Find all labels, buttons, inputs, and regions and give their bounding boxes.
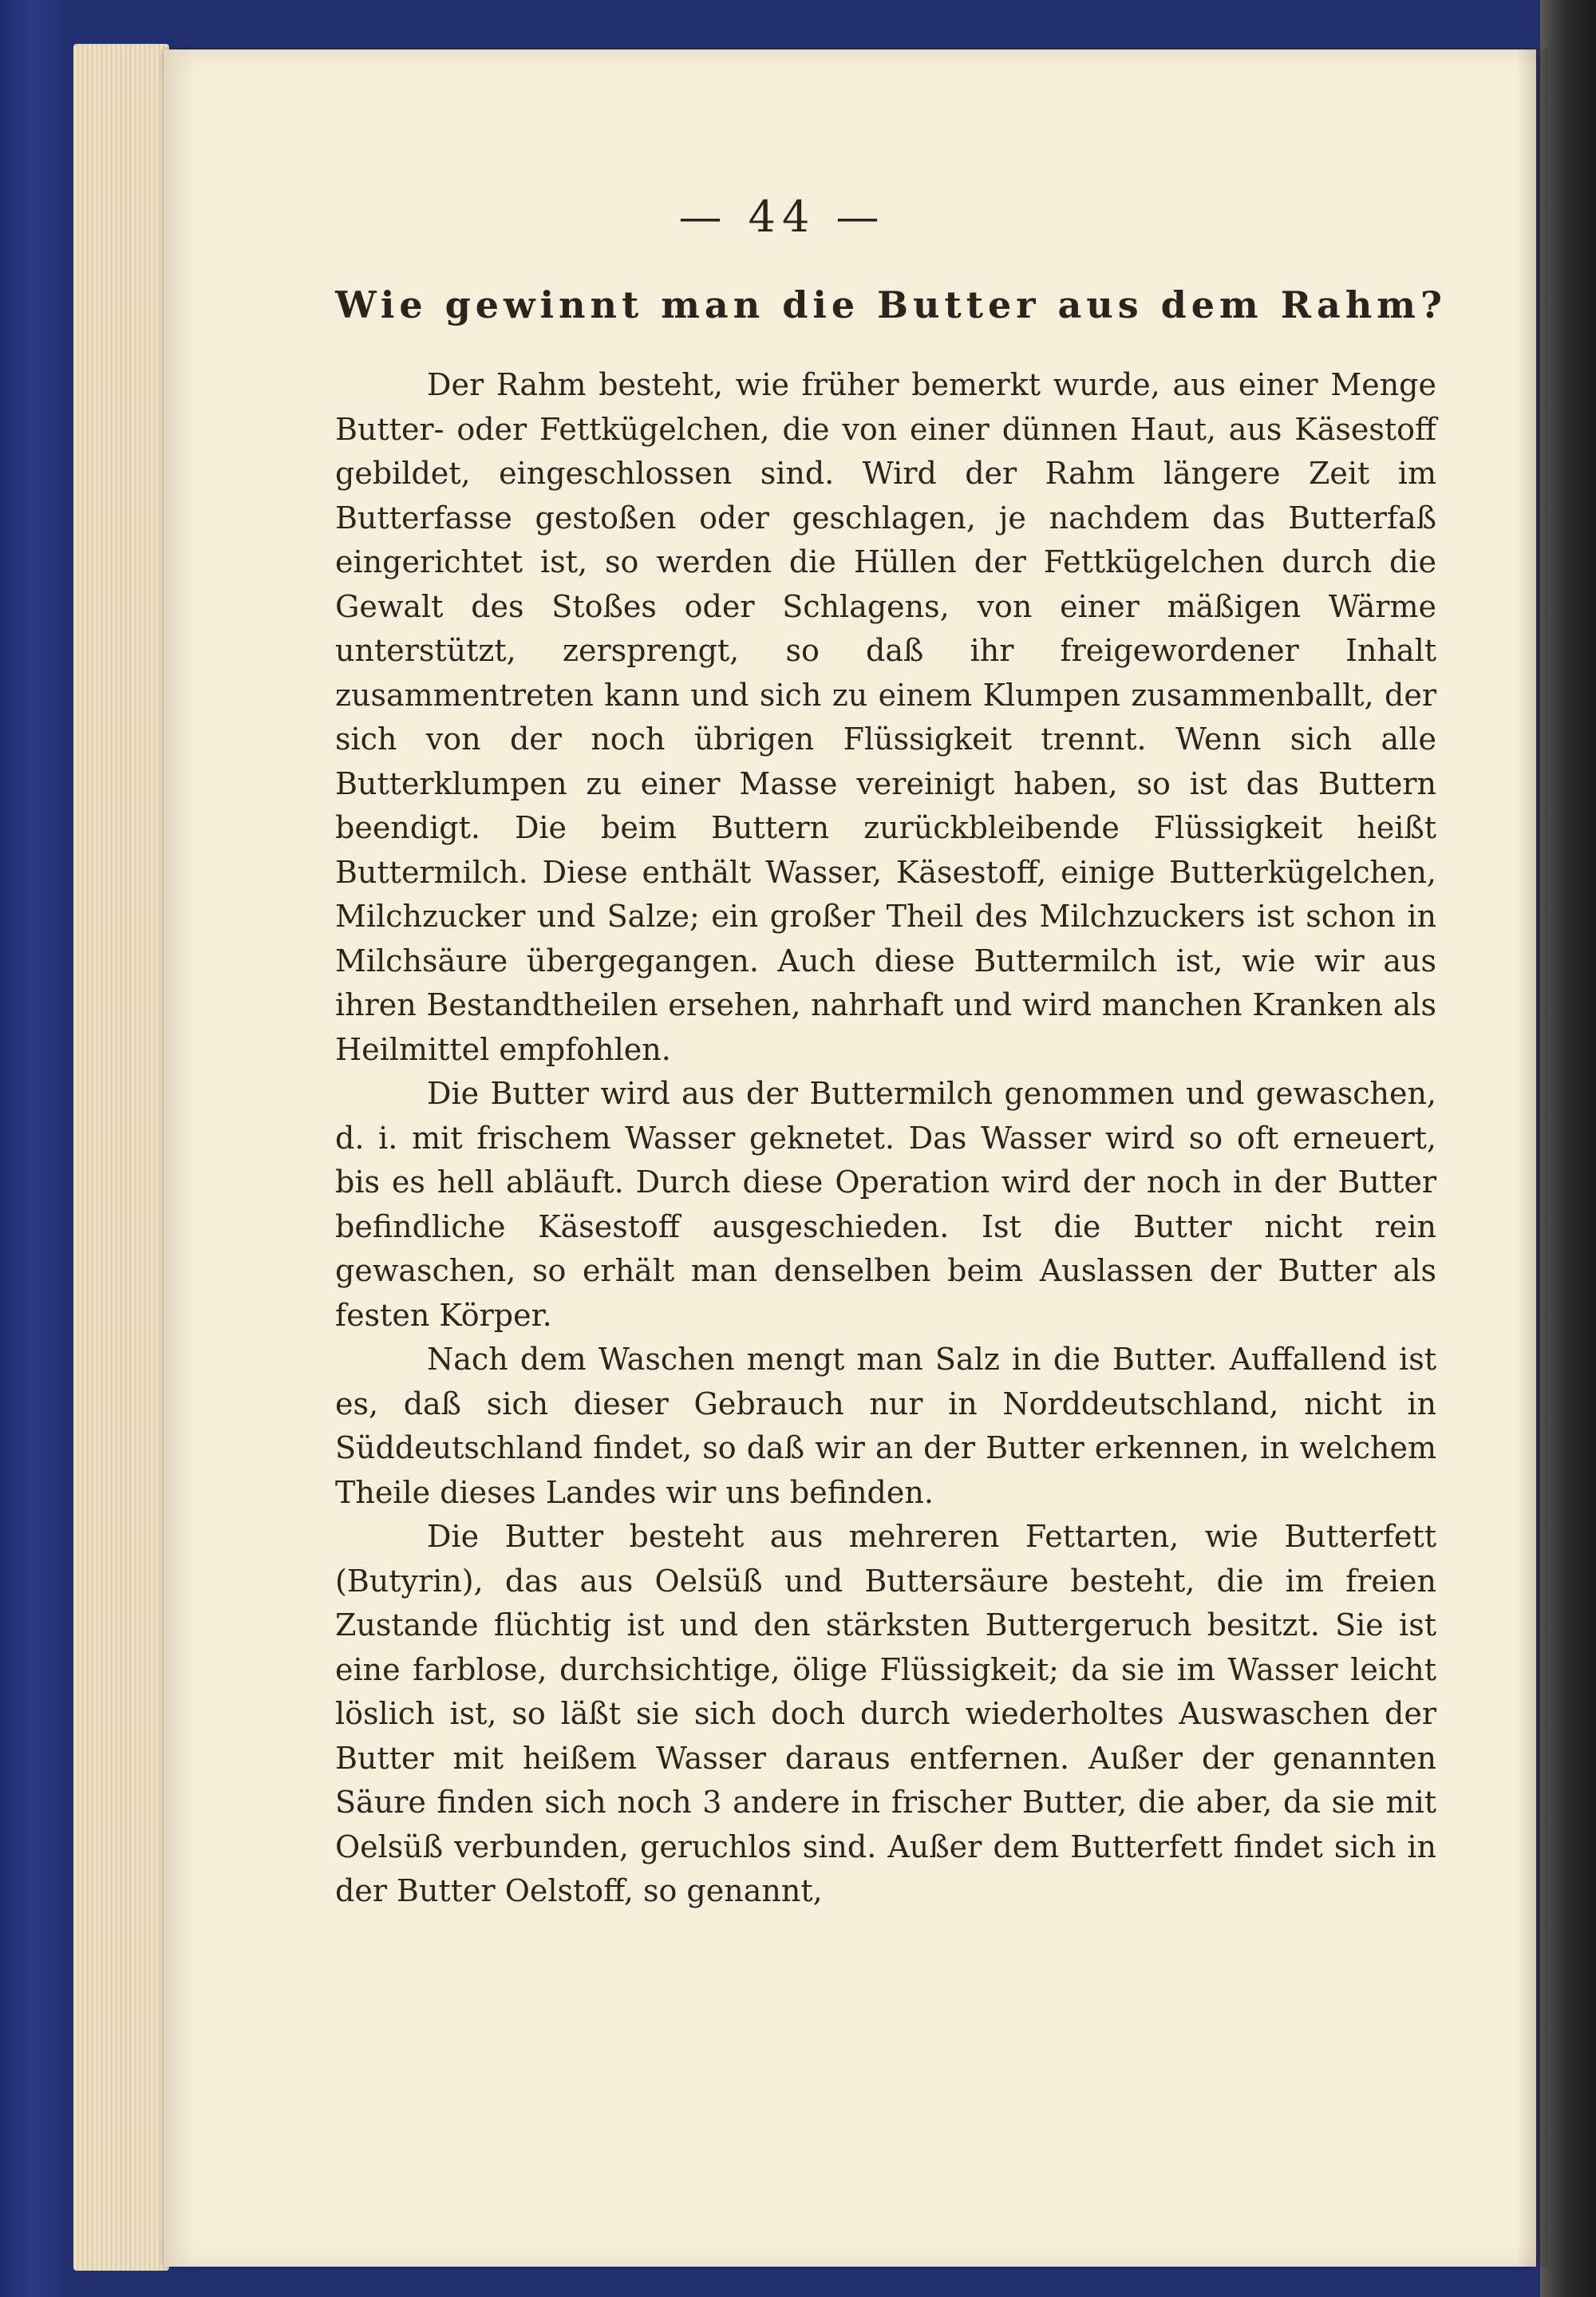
paragraph-3: Nach dem Waschen mengt man Salz in die Butter. Auffallend ist es, daß sich dieser Gebrauch nur in Norddeutschland, nicht in Süddeutschland findet, so daß wir an der Butter erkennen, in welchem Theile dieses Landes wir uns befinden.	[335, 1342, 1436, 1510]
page-number: — 44 —	[678, 192, 886, 242]
paragraph-2: Die Butter wird aus der Buttermilch genommen und gewaschen, d. i. mit frischem Wasser geknetet. Das Wasser wird so oft erneuert, bis es hell abläuft. Durch diese Operation wird der noch in der Butter befindliche Käsestoff ausgeschieden. Ist die Butter nicht rein gewaschen, so erhält man denselben beim Auslassen der Butter als festen Körper.	[335, 1076, 1436, 1333]
paragraph-1: Der Rahm besteht, wie früher bemerkt wurde, aus einer Menge Butter- oder Fettkügelchen, die von einer dünnen Haut, aus Käsestoff gebildet, eingeschlossen sind. Wird der Rahm längere Zeit im Butterfasse gestoßen oder geschlagen, je nachdem das Butterfaß eingerichtet ist, so werden die Hüllen der Fettkügelchen durch die Gewalt des Stoßes oder Schlagens, von einer mäßigen Wärme unterstützt, zersprengt, so daß ihr freigewordener Inhalt zusammentreten kann und sich zu einem Klumpen zusammenballt, der sich von der noch übrigen Flüssigkeit trennt. Wenn sich alle Butterklumpen zu einer Masse vereinigt haben, so ist das Buttern beendigt. Die beim Buttern zurückbleibende Flüssigkeit heißt Buttermilch. Diese enthält Wasser, Käsestoff, einige Butterkügelchen, Milchzucker und Salze; ein großer Theil des Milchzuckers ist schon in Milchsäure übergegangen. Auch diese Buttermilch ist, wie wir aus ihren Bestandtheilen ersehen, nahrhaft und wird manchen Kranken als Heilmittel empfohlen.	[335, 367, 1436, 1067]
book-right-edge	[1540, 0, 1596, 2297]
section-heading: Wie gewinnt man die Butter aus dem Rahm?	[335, 283, 1447, 326]
page-gutter-shadow	[1516, 49, 1548, 2267]
body-text	[335, 363, 1436, 1914]
page-stack-edge	[73, 44, 169, 2271]
paragraph-4: Die Butter besteht aus mehreren Fettarten, wie Butterfett (Butyrin), das aus Oelsüß und Buttersäure besteht, die im freien Zustande flüchtig ist und den stärksten Buttergeruch besitzt. Sie ist eine farblose, durchsichtige, ölige Flüssigkeit; da sie im Wasser leicht löslich ist, so läßt sie sich doch durch wiederholtes Auswaschen der Butter mit heißem Wasser daraus entfernen. Außer der genannten Säure finden sich noch 3 andere in frischer Butter, die aber, da sie mit Oelsüß verbunden, geruchlos sind. Außer dem Butterfett findet sich in der Butter Oelstoff, so genannt,	[335, 1519, 1436, 1908]
